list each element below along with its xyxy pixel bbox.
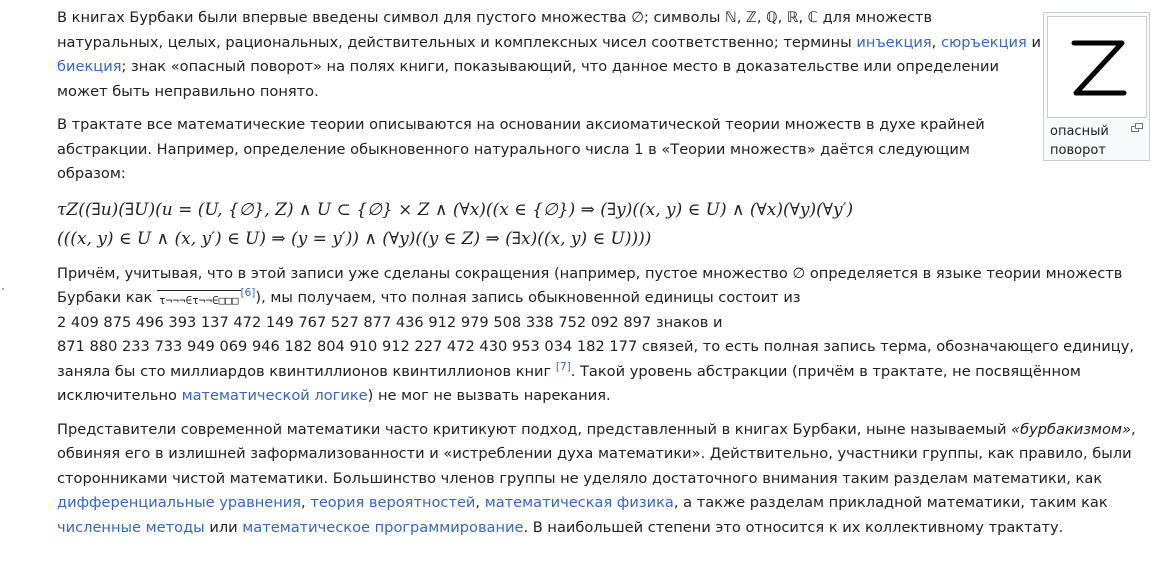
formula-line-1: τZ((∃u)(∃U)(u = (U, {∅}, Z) ∧ U ⊂ {∅} × Z ∧ (∀x)((x ∈ {∅}) ⇒ (∃y)((x, y) ∈ U) ∧ (∀x)(∀y)(∀y′) (57, 199, 854, 220)
article-body (57, 6, 1147, 549)
reference-6[interactable]: [6] (240, 287, 256, 300)
magnify-icon[interactable] (1131, 123, 1143, 135)
paragraph-abbreviations: Причём, учитывая, что в этой записи уже сделаны сокращения (например, пустое множество ∅ определяется в языке теории множеств Бурбаки как τ¬¬¬∈τ¬¬∈□□□[6]), мы получаем, что полная запись обыкновенной единицы состоит из 2 409 875 496 393 137 472 149 767 527 877 436 912 979 508 338 752 092 897 знаков и 871 880 233 733 949 069 946 182 804 910 912 227 472 430 953 034 182 177 связей, то есть полная запись терма, обозначающего единицу, заняла бы сто миллиардов квинтиллионов квинтиллионов книг [7]. Такой уровень абстракции (причём в трактате, не посвящённом исключительно математической логике) не мог не вызвать нарекания. (57, 264, 1134, 404)
reference-7[interactable]: [7] (555, 360, 571, 373)
margin-mark (2, 288, 4, 290)
link-mathematical-programming[interactable]: математическое программирование (242, 518, 524, 536)
link-surjection[interactable]: сюръекция (940, 33, 1027, 51)
empty-set-notation: τ¬¬¬∈τ¬¬∈□□□ (157, 290, 240, 307)
bourbakism-term: «бурбакизмом» (1011, 420, 1132, 438)
link-differential-equations[interactable]: дифференциальные уравнения (57, 494, 302, 511)
paragraph-treatise: В трактате все математические теории описываются на основании аксиоматической теории множеств в духе крайней абстракции. Например, определение обыкновенного натурального числа 1 в «Теории множеств» даётся следующим образом: (57, 116, 985, 182)
link-numerical-methods[interactable]: численные методы (57, 518, 205, 536)
link-bijection[interactable]: биекция (57, 58, 122, 75)
link-mathematical-physics[interactable]: математическая физика (484, 494, 674, 511)
link-probability-theory[interactable]: теория вероятностей (310, 494, 476, 511)
thumbnail-caption: опасный поворот (1050, 124, 1109, 158)
link-mathematical-logic[interactable]: математической логике (181, 387, 368, 404)
dangerous-bend-image[interactable] (1047, 16, 1147, 118)
formula-line-2: (((x, y) ∈ U ∧ (x, y′) ∈ U) ⇒ (y = y′)) ∧ (∀y)((y ∈ Z) ⇒ (∃x)((x, y) ∈ U)))) (57, 228, 652, 249)
symbol-count: 2 409 875 496 393 137 472 149 767 527 877 436 912 979 508 338 752 092 897 знаков и (57, 313, 723, 331)
link-injection[interactable]: инъекция (856, 33, 932, 51)
dangerous-bend-thumbnail (1043, 12, 1150, 161)
dangerous-bend-z-icon (1048, 17, 1146, 117)
paragraph-symbols: В книгах Бурбаки были впервые введены символ для пустого множества ∅; символы ℕ, ℤ, ℚ, ℝ, ℂ для множеств натуральных, целых, рациональных, действительных и комплексных чисел соответственно; термины инъекция, сюръекция и биекция; знак «опасный поворот» на полях книги, показывающий, что данное место в доказательстве или определении может быть неправильно понято. (57, 9, 1041, 100)
formula-one (57, 196, 1147, 254)
paragraph-criticism: Представители современной математики часто критикуют подход, представленный в книгах Бурбаки, ныне называемый «бурбакизмом», обвиняя его в излишней заформализованности и «истреблении духа математики». Действительно, участники группы, как правило, были сторонниками чистой математики. Большинство членов группы не уделяло достаточного внимания таким разделам математики, как дифференциальные уравнения, теория вероятностей, математическая физика, а также разделам прикладной математики, таким как численные методы или математическое программирование. В наибольшей степени это относится к их коллективному трактату. (57, 420, 1136, 536)
